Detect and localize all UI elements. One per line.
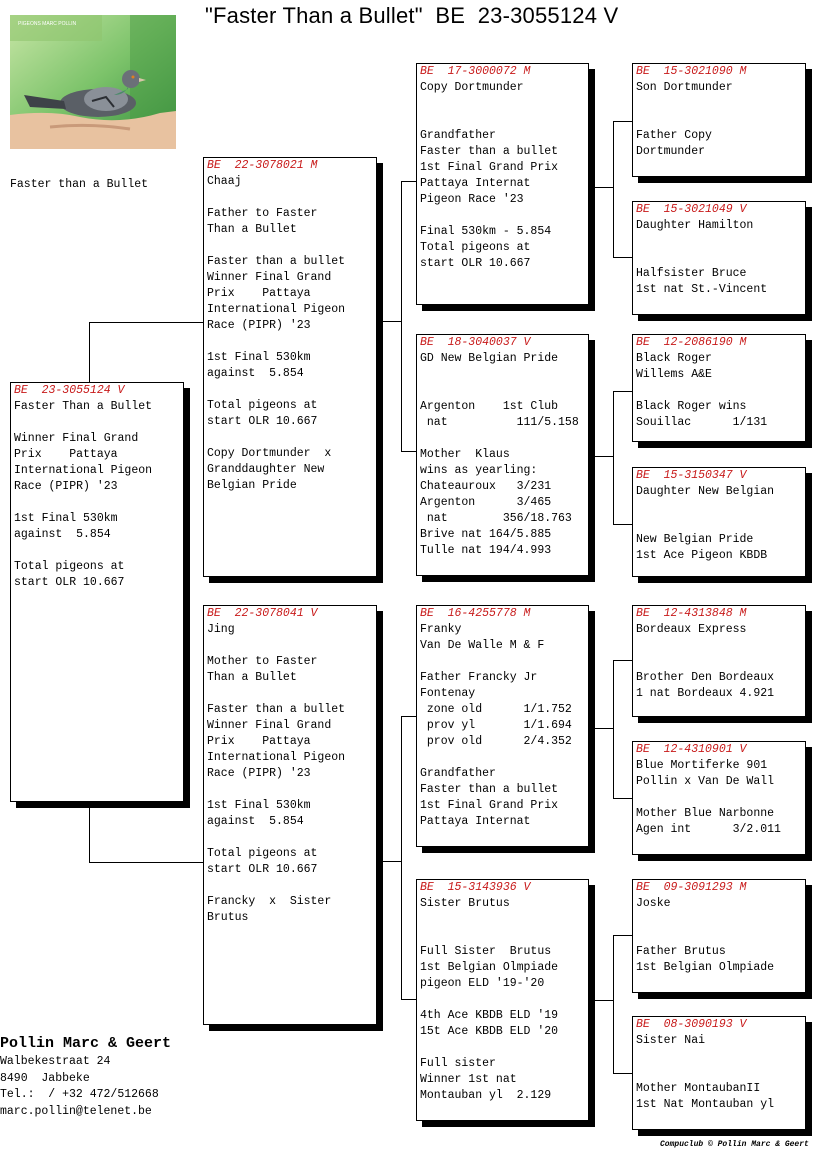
pigeon-info: Mother MontaubanII 1st Nat Montauban yl — [636, 1082, 775, 1111]
connector-line — [613, 935, 614, 1073]
ring-number: BE 12-4313848 M — [636, 607, 747, 620]
pigeon-card-ddd — [632, 1016, 806, 1130]
pigeon-card-dam — [203, 605, 377, 1025]
pigeon-info: Father to Faster Than a Bullet Faster than a bullet Winner Final Grand Prix Pattaya International Pigeon Race (PIPR) '23 1st Final 530km against 5.854 Total pigeons at start OLR 10.667 Copy Dortmunder x Granddaughter New Belgian Pride — [207, 207, 346, 492]
photo-banner-text: PIGEONS MARC POLLIN — [18, 21, 77, 27]
connector-line — [588, 1000, 613, 1001]
pigeon-info: New Belgian Pride 1st Ace Pigeon KBDB — [636, 533, 768, 562]
pigeon-info: Father Copy Dortmunder — [636, 129, 712, 158]
connector-line — [613, 391, 614, 524]
pigeon-info: Mother to Faster Than a Bullet Faster than a bullet Winner Final Grand Prix Pattaya International Pigeon Race (PIPR) '23 1st Final 530km against 5.854 Total pigeons at start OLR 10.667 Francky x Sister Brutus — [207, 655, 346, 924]
connector-line — [613, 1073, 633, 1074]
pigeon-card-sire — [203, 157, 377, 577]
pigeon-info: Father Francky Jr Fontenay zone old 1/1.752 prov yl 1/1.694 prov old 2/4.352 Grandfather Faster than a bullet 1st Final Grand Prix Pattaya Internat — [420, 671, 572, 828]
connector-line — [588, 456, 613, 457]
connector-line — [376, 321, 401, 322]
pigeon-card-subject — [10, 382, 184, 802]
pigeon-info: Mother Blue Narbonne Agen int 3/2.011 — [636, 807, 781, 836]
connector-line — [613, 798, 633, 799]
pigeon-name: Jing — [207, 623, 235, 636]
ring-number: BE 08-3090193 V — [636, 1018, 747, 1031]
pigeon-card-sdd — [632, 467, 806, 577]
connector-line — [401, 181, 402, 451]
pigeon-card-sds — [632, 334, 806, 442]
pigeon-card-dam-sire — [416, 605, 589, 847]
footer-credit: Compuclub © Pollin Marc & Geert — [660, 1140, 809, 1149]
pigeon-name: Joske — [636, 897, 671, 910]
pigeon-name: Blue Mortiferke 901 Pollin x Van De Wall — [636, 759, 775, 788]
connector-line — [588, 187, 613, 188]
pigeon-info: Grandfather Faster than a bullet 1st Final Grand Prix Pattaya Internat Pigeon Race '23 Final 530km - 5.854 Total pigeons at start OLR 10.667 — [420, 129, 559, 270]
connector-line — [613, 660, 633, 661]
pigeon-card-dds — [632, 879, 806, 993]
pigeon-info: Father Brutus 1st Belgian Olmpiade — [636, 945, 775, 974]
pigeon-card-ssd — [632, 201, 806, 315]
connector-line — [376, 861, 401, 862]
connector-line — [613, 257, 633, 258]
pigeon-name: Chaaj — [207, 175, 242, 188]
ring-number: BE 09-3091293 M — [636, 881, 747, 894]
pigeon-card-sss — [632, 63, 806, 177]
connector-line — [613, 391, 633, 392]
ring-number: BE 16-4255778 M — [420, 607, 531, 620]
pigeon-name: Sister Brutus — [420, 897, 510, 910]
pigeon-name: Faster Than a Bullet — [14, 400, 153, 413]
pigeon-photo — [10, 15, 176, 149]
connector-line — [588, 728, 613, 729]
pigeon-name: GD New Belgian Pride — [420, 352, 559, 365]
breeder-contact — [0, 1034, 171, 1120]
page-title: "Faster Than a Bullet" BE 23-3055124 V — [205, 3, 619, 28]
breeder-phone: Tel.: / +32 472/512668 — [0, 1088, 159, 1101]
pigeon-info: Full Sister Brutus 1st Belgian Olmpiade pigeon ELD '19-'20 4th Ace KBDB ELD '19 15t Ace KBDB ELD '20 Full sister Winner 1st nat Montauban yl 2.129 — [420, 945, 559, 1102]
pigeon-name: Daughter Hamilton — [636, 219, 754, 232]
breeder-street: Walbekestraat 24 — [0, 1055, 111, 1068]
pigeon-info: Brother Den Bordeaux 1 nat Bordeaux 4.921 — [636, 671, 775, 700]
pigeon-info: Halfsister Bruce 1st nat St.-Vincent — [636, 267, 768, 296]
pigeon-card-sire-sire — [416, 63, 589, 305]
pigeon-info: Black Roger wins Souillac 1/131 — [636, 400, 768, 429]
pigeon-name: Black Roger Willems A&E — [636, 352, 712, 381]
pigeon-name: Copy Dortmunder — [420, 81, 524, 94]
connector-line — [613, 524, 633, 525]
ring-number: BE 18-3040037 V — [420, 336, 531, 349]
pigeon-card-sire-dam — [416, 334, 589, 576]
pigeon-card-dam-dam — [416, 879, 589, 1121]
ring-number: BE 22-3078041 V — [207, 607, 318, 620]
pigeon-card-dsd — [632, 741, 806, 855]
pigeon-name: Franky Van De Walle M & F — [420, 623, 545, 652]
ring-number: BE 23-3055124 V — [14, 384, 125, 397]
ring-number: BE 15-3143936 V — [420, 881, 531, 894]
breeder-email[interactable]: marc.pollin@telenet.be — [0, 1104, 152, 1118]
pigeon-info: Argenton 1st Club nat 111/5.158 Mother Klaus wins as yearling: Chateauroux 3/231 Argenton 3/465 nat 356/18.763 Brive nat 164/5.885 Tulle nat 194/4.993 — [420, 400, 579, 557]
ring-number: BE 22-3078021 M — [207, 159, 318, 172]
connector-line — [89, 322, 204, 323]
ring-number: BE 15-3150347 V — [636, 469, 747, 482]
connector-line — [89, 862, 204, 863]
pigeon-card-dss — [632, 605, 806, 717]
ring-number: BE 15-3021049 V — [636, 203, 747, 216]
connector-line — [613, 660, 614, 798]
pedigree-caption: Faster than a Bullet — [10, 178, 149, 191]
ring-number: BE 12-2086190 M — [636, 336, 747, 349]
connector-line — [401, 716, 402, 999]
pigeon-info: Winner Final Grand Prix Pattaya International Pigeon Race (PIPR) '23 1st Final 530km against 5.854 Total pigeons at start OLR 10.667 — [14, 432, 153, 589]
breeder-city: 8490 Jabbeke — [0, 1071, 90, 1085]
connector-line — [613, 121, 614, 257]
pigeon-name: Bordeaux Express — [636, 623, 747, 636]
ring-number: BE 12-4310901 V — [636, 743, 747, 756]
breeder-name: Pollin Marc & Geert — [0, 1035, 172, 1052]
pigeon-name: Daughter New Belgian — [636, 485, 775, 498]
ring-number: BE 15-3021090 M — [636, 65, 747, 78]
pigeon-name: Son Dortmunder — [636, 81, 733, 94]
pigeon-name: Sister Nai — [636, 1034, 706, 1047]
connector-line — [613, 121, 633, 122]
connector-line — [613, 935, 633, 936]
ring-number: BE 17-3000072 M — [420, 65, 531, 78]
